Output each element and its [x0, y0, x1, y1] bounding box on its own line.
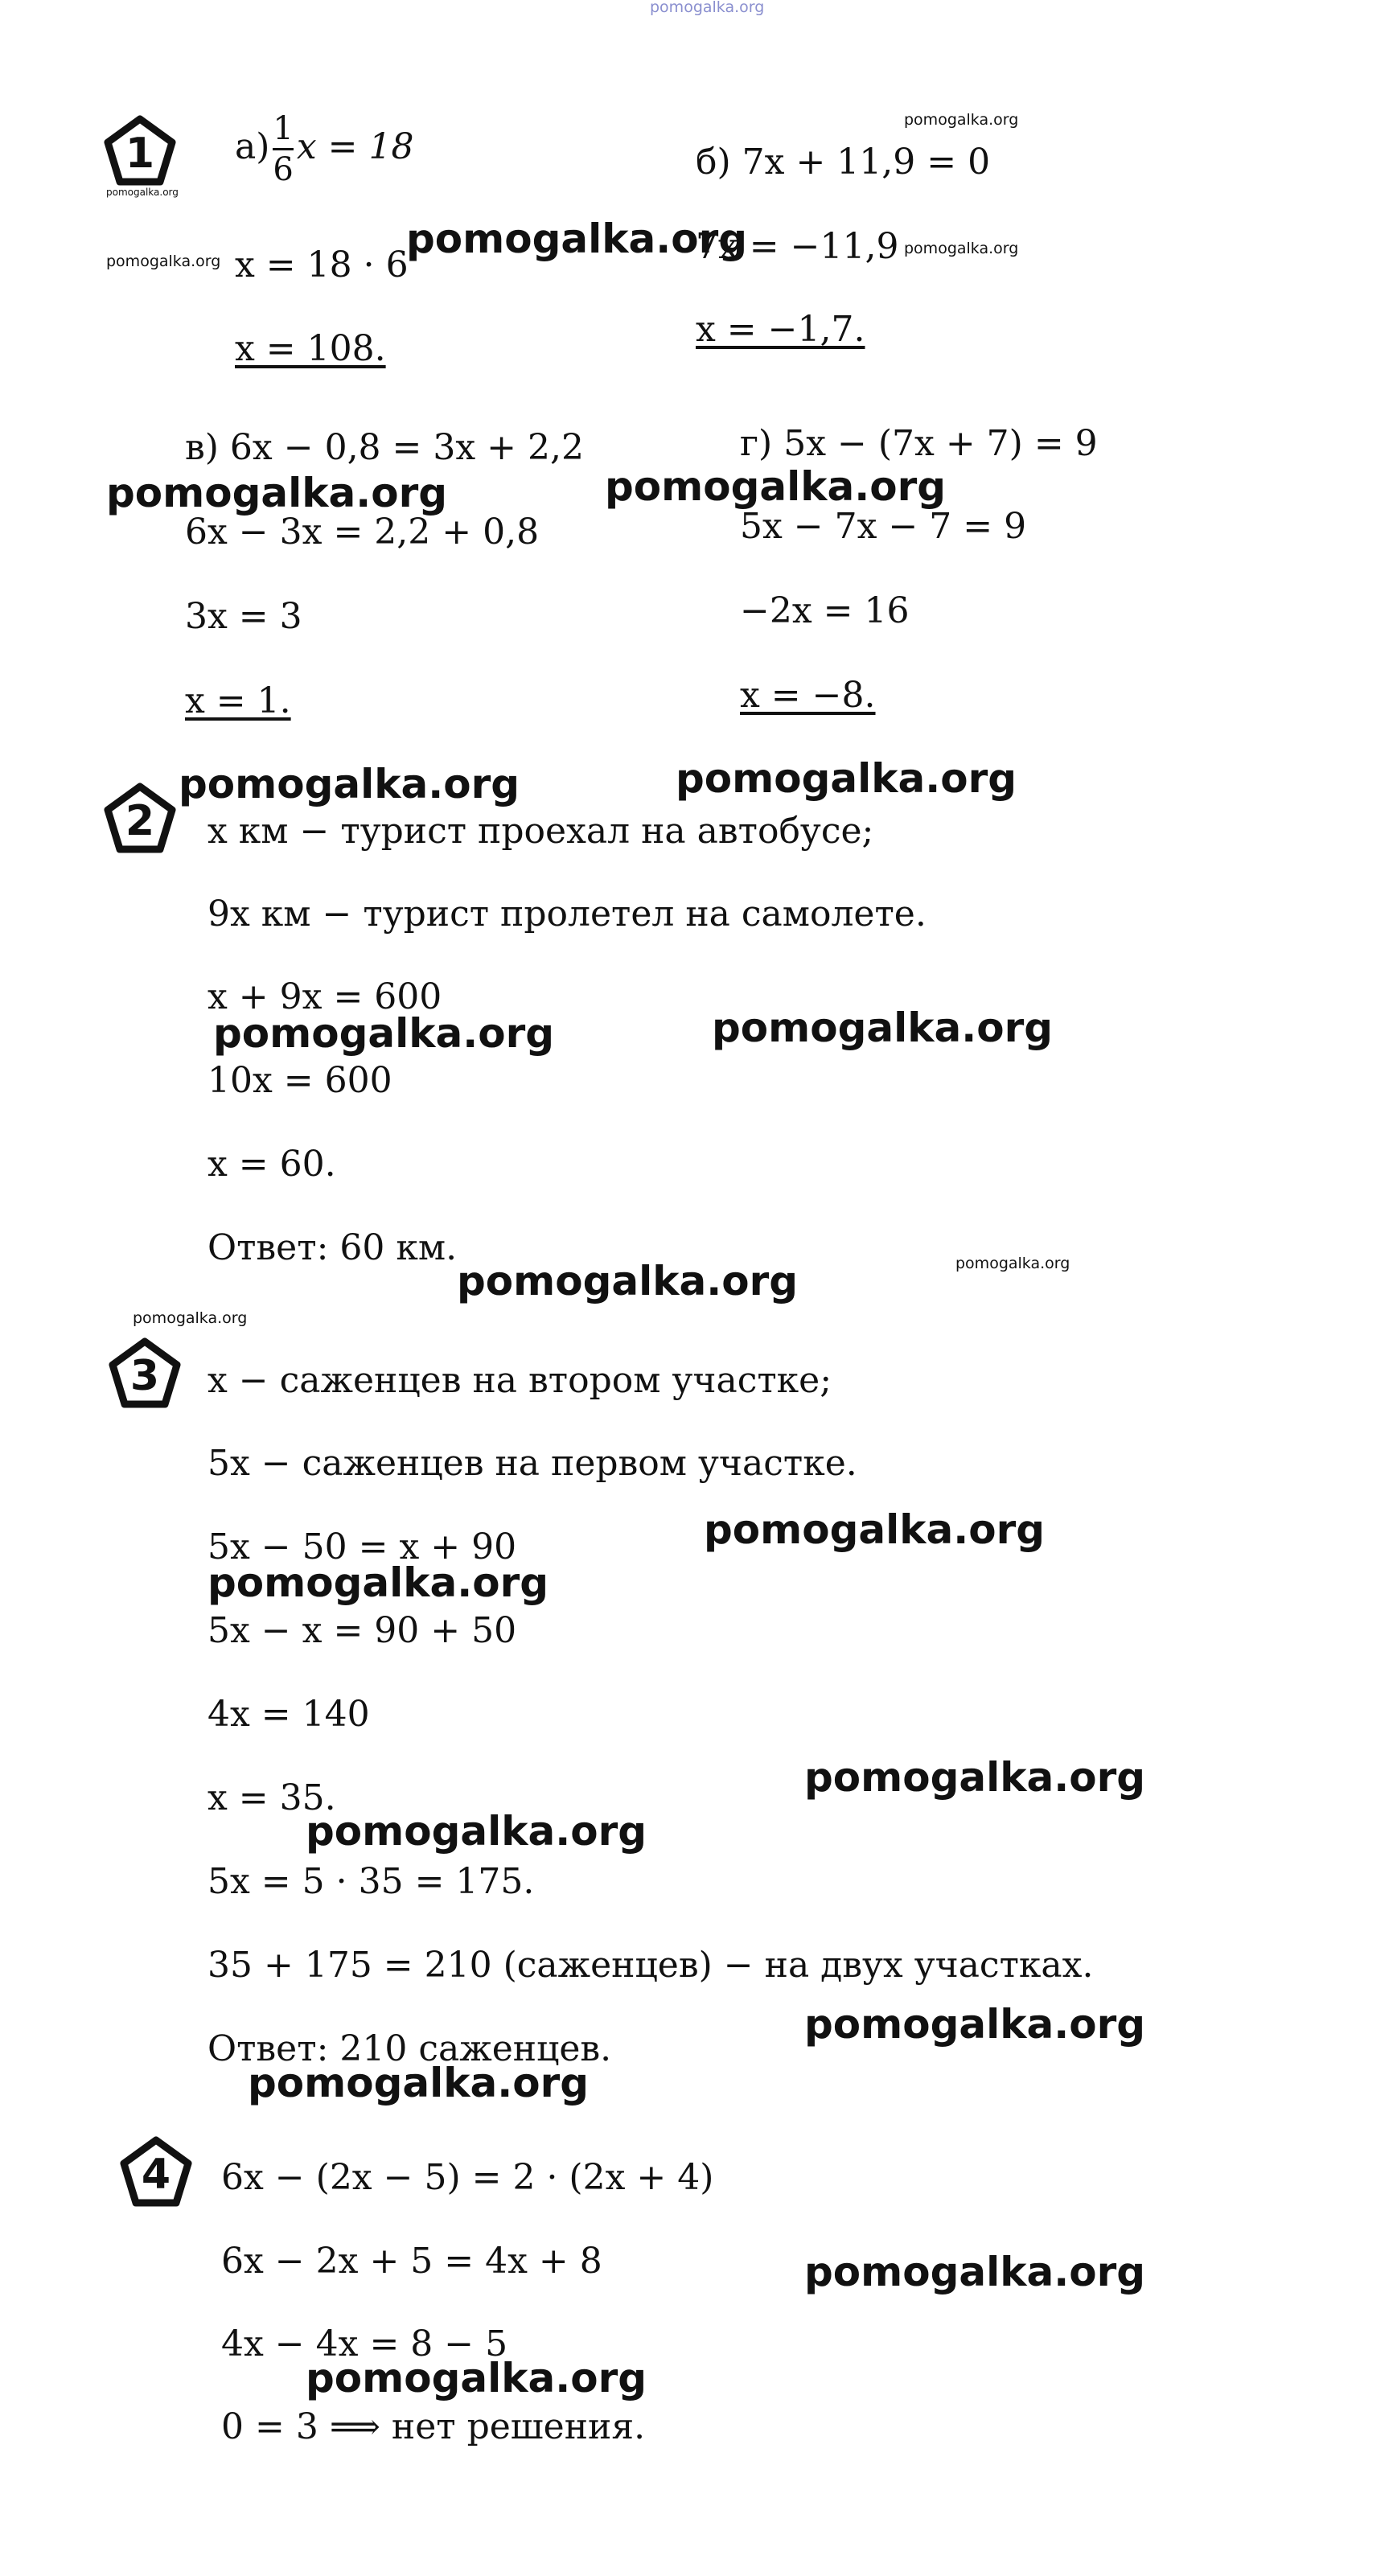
task-1-badge — [103, 114, 177, 188]
task1-v-answer: x = 1. — [185, 680, 291, 721]
task3-line-6: x = 35. — [207, 1777, 336, 1818]
task1-g-step2: −2x = 16 — [740, 590, 910, 631]
task3-line-4: 5x − x = 90 + 50 — [207, 1610, 517, 1651]
task4-line-3: 4x − 4x = 8 − 5 — [221, 2323, 508, 2364]
watermark: pomogalka.org — [207, 1559, 549, 1606]
watermark: pomogalka.org — [955, 1255, 1070, 1272]
task3-line-7: 5x = 5 · 35 = 175. — [207, 1861, 535, 1902]
watermark: pomogalka.org — [804, 2001, 1146, 2048]
watermark: pomogalka.org — [804, 1754, 1146, 1801]
fraction — [273, 110, 294, 188]
watermark: pomogalka.org — [179, 761, 520, 807]
fraction-denominator: 6 — [273, 151, 294, 188]
task-3-number: 3 — [129, 1352, 160, 1400]
task4-line-2: 6x − 2x + 5 = 4x + 8 — [221, 2241, 602, 2282]
task3-answer: Ответ: 210 саженцев. — [207, 2028, 612, 2069]
watermark: pomogalka.org — [213, 1010, 555, 1057]
watermark: pomogalka.org — [904, 111, 1019, 129]
task2-line-3: x + 9x = 600 — [207, 976, 442, 1017]
watermark: pomogalka.org — [306, 1808, 647, 1855]
task-1-number: 1 — [125, 129, 155, 178]
task1-b-answer: x = −1,7. — [696, 309, 865, 350]
task1-a-equation-rest: x = 18 — [296, 126, 414, 167]
task3-line-2: 5x − саженцев на первом участке. — [207, 1443, 857, 1484]
task-4-number: 4 — [141, 2151, 171, 2199]
task3-line-1: x − саженцев на втором участке; — [207, 1360, 832, 1401]
task3-line-8: 35 + 175 = 210 (саженцев) − на двух участках. — [207, 1945, 1094, 1986]
task1-a-label: а) — [235, 126, 270, 167]
watermark: pomogalka.org — [406, 216, 748, 262]
watermark: pomogalka.org — [133, 1309, 248, 1327]
task1-v-step1: 6x − 3x = 2,2 + 0,8 — [185, 512, 540, 553]
watermark: pomogalka.org — [106, 470, 448, 516]
task1-a-step1: x = 18 · 6 — [235, 244, 409, 286]
task1-a-equation — [235, 110, 414, 188]
task1-g-equation: г) 5x − (7x + 7) = 9 — [740, 423, 1098, 464]
task3-line-5: 4x = 140 — [207, 1694, 370, 1735]
top-watermark[interactable]: pomogalka.org — [650, 0, 765, 16]
task-2-badge — [103, 782, 177, 856]
watermark: pomogalka.org — [712, 1005, 1054, 1051]
task-4-badge — [119, 2135, 193, 2209]
task2-line-2: 9x км − турист пролетел на самолете. — [207, 894, 927, 935]
task2-answer: Ответ: 60 км. — [207, 1227, 458, 1268]
watermark: pomogalka.org — [106, 253, 221, 270]
task1-v-step2: 3x = 3 — [185, 596, 302, 637]
task1-v-equation: в) 6x − 0,8 = 3x + 2,2 — [185, 427, 585, 468]
watermark: pomogalka.org — [605, 463, 947, 510]
task4-line-4: 0 = 3 ⟹ нет решения. — [221, 2406, 646, 2447]
task-2-number: 2 — [125, 797, 155, 845]
watermark: pomogalka.org — [457, 1258, 799, 1304]
task-3-badge — [108, 1337, 182, 1411]
task1-a-answer: x = 108. — [235, 328, 386, 369]
task2-line-5: x = 60. — [207, 1144, 336, 1185]
task3-line-3: 5x − 50 = x + 90 — [207, 1526, 517, 1567]
watermark: pomogalka.org — [248, 2060, 590, 2106]
watermark: pomogalka.org — [904, 240, 1019, 257]
task1-g-answer: x = −8. — [740, 675, 876, 716]
task1-b-equation: б) 7x + 11,9 = 0 — [696, 142, 991, 183]
watermark: pomogalka.org — [804, 2249, 1146, 2295]
watermark: pomogalka.org — [676, 755, 1017, 802]
task4-line-1: 6x − (2x − 5) = 2 · (2x + 4) — [221, 2157, 714, 2198]
watermark: pomogalka.org — [704, 1506, 1046, 1553]
fraction-numerator: 1 — [273, 110, 294, 147]
watermark: pomogalka.org — [306, 2355, 647, 2401]
task2-line-1: x км − турист проехал на автобусе; — [207, 811, 874, 852]
task2-line-4: 10x = 600 — [207, 1060, 392, 1101]
task1-b-step1: 7x = −11,9 — [696, 226, 899, 267]
watermark: pomogalka.org — [106, 187, 179, 198]
task1-g-step1: 5x − 7x − 7 = 9 — [740, 506, 1027, 547]
